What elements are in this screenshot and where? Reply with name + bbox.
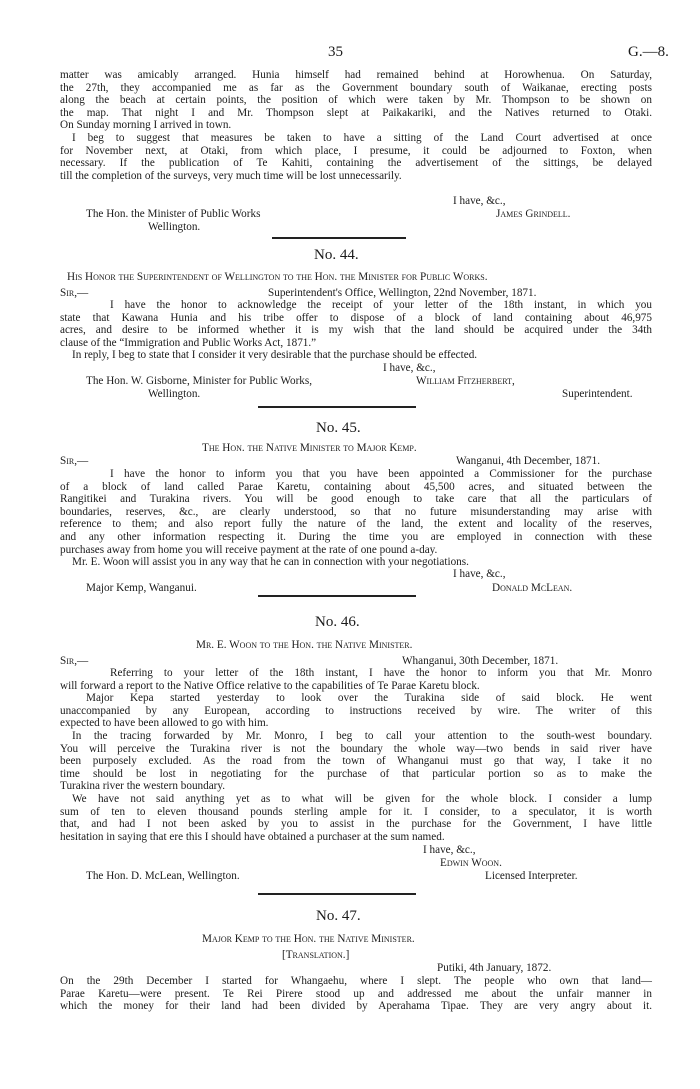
text-line: I beg to suggest that measures be taken to have a sitting of the Land Court advertised at once — [72, 132, 652, 144]
text-line: for November next, at Otaki, from which place, I presume, it could be adjourned to Foxton, when — [60, 144, 652, 157]
addressee: The Hon. D. McLean, Wellington. — [86, 870, 240, 882]
text-line: of a block of land called Parae Karetu, containing about 45,500 acres, and situated between the — [60, 480, 652, 493]
text-line: boundaries, reserves, &c., are clearly understood, so that no future misunderstanding may arise with — [60, 505, 652, 518]
text-line: reference to them; and also report fully the nature of the land, the extent and locality of the reserves, — [60, 518, 652, 531]
letter-heading: Mr. E. Woon to the Hon. the Native Minister. — [196, 639, 413, 651]
closing: I have, &c., — [383, 362, 436, 374]
dateline: Whanganui, 30th December, 1871. — [402, 655, 559, 667]
text-line: acres, and desire to be informed whether it is my wish that the land should be acquired under the 34th — [60, 324, 652, 337]
text-line: Rangitikei and Turakina rivers. You will be good enough to take care that all the particulars of — [60, 493, 652, 506]
text-line: time should be lost in negotiating for the purchase of that particular portion so as to make the — [60, 767, 652, 780]
page-number: 35 — [328, 44, 343, 60]
section-divider — [272, 237, 406, 239]
letter-heading: The Hon. the Native Minister to Major Kemp. — [202, 442, 417, 454]
text-line: On Sunday morning I arrived in town. — [60, 119, 232, 132]
letter-number: No. 44. — [314, 247, 359, 263]
text-line: till the completion of the surveys, very much time will be lost unnecessarily. — [60, 169, 402, 182]
text-line: matter was amicably arranged. Hunia himself had remained behind at Horowhenua. On Saturday, — [60, 69, 652, 81]
text-line: Major Kepa started yesterday to look over the Turakina side of said block. He went — [86, 692, 652, 705]
letter-heading: His Honor the Superintendent of Wellington to the Hon. the Minister for Public Works. — [67, 271, 488, 283]
text-line: and any other information respecting it. During the time you are employed in connection with these — [60, 530, 652, 543]
text-line: I have the honor to inform you that you have been appointed a Commissioner for the purchase — [110, 468, 652, 480]
letter-heading: Major Kemp to the Hon. the Native Minister. — [202, 933, 415, 945]
text-line: that, and had I not been asked by you to assist in the purchase for the Government, I have little — [60, 818, 652, 831]
translation-note: [Translation.] — [282, 949, 350, 961]
signature-title: Licensed Interpreter. — [485, 870, 578, 882]
text-line: Referring to your letter of the 18th instant, I have the honor to inform you that Mr. Monro — [110, 667, 652, 679]
dateline: Putiki, 4th January, 1872. — [437, 962, 552, 974]
section-divider — [258, 595, 416, 597]
text-line: state that Kawana Hunia and his tribe offer to dispose of a block of land containing about 46,975 — [60, 311, 652, 324]
signature-title: Superintendent. — [562, 388, 633, 400]
letter-body — [60, 299, 652, 362]
text-line: unaccompanied by any European, according to instructions received by wire. The writer of this — [60, 704, 652, 717]
text-line: sum of ten to eleven thousand pounds sterling ample for it. I consider, to a speculator, it is worth — [60, 805, 652, 818]
salutation: Sir,— — [60, 455, 89, 467]
text-line: In reply, I beg to state that I consider it very desirable that the purchase should be effected. — [72, 349, 478, 362]
letter-number: No. 47. — [316, 908, 361, 924]
text-line: We have not said anything yet as to what will be given for the whole block. I consider a lump — [72, 792, 652, 805]
letter-body — [60, 667, 652, 843]
signature: Donald McLean. — [492, 582, 573, 594]
text-line: Parae Karetu—were present. Te Rei Pirere stood up and addressed me about the unfair manner in — [60, 987, 652, 1000]
letter-number: No. 46. — [315, 614, 360, 630]
addressee-place: Wellington. — [148, 221, 201, 233]
dateline: Wanganui, 4th December, 1871. — [456, 455, 601, 467]
text-line: Mr. E. Woon will assist you in any way that he can in connection with your negotiations. — [72, 556, 469, 569]
closing: I have, &c., — [453, 195, 506, 207]
signature: William Fitzherbert, — [416, 375, 515, 387]
text-line: Turakina river the western boundary. — [60, 780, 226, 793]
section-divider — [258, 893, 416, 895]
text-line: will forward a report to the Native Office relative to the capabilities of Te Parae Karetu block. — [60, 679, 480, 692]
text-line: On the 29th December I started for Whangaehu, where I slept. The people who own that land— — [60, 975, 652, 987]
addressee: Major Kemp, Wanganui. — [86, 582, 197, 594]
text-line: clause of the “Immigration and Public Works Act, 1871.” — [60, 336, 317, 349]
signature: James Grindell. — [496, 208, 571, 220]
page-reference: G.—8. — [628, 44, 669, 60]
text-line: which the money for their land had been divided by Aperahama Tipae. They are very angry about it. — [60, 1000, 652, 1013]
text-line: along the beach at certain points, the position of which were taken by Mr. Thompson to be shown on — [60, 94, 652, 107]
salutation: Sir,— — [60, 655, 89, 667]
section-divider — [258, 406, 416, 408]
text-line: purchases away from home you will receive payment at the rate of one pound a-day. — [60, 543, 438, 556]
addressee: The Hon. W. Gisborne, Minister for Public Works, — [86, 375, 313, 387]
intro-paragraph-1 — [60, 69, 652, 132]
text-line: In the tracing forwarded by Mr. Monro, I beg to call your attention to the south-west boundary. — [72, 729, 652, 742]
text-line: You will perceive the Turakina river is not the boundary the whole way—two bends in said river have — [60, 742, 652, 755]
text-line: the map. That night I and Mr. Thompson slept at Paikakariki, and the Natives returned to Otaki. — [60, 106, 652, 119]
letter-number: No. 45. — [316, 420, 361, 436]
closing: I have, &c., — [423, 844, 476, 856]
letter-body — [60, 975, 652, 1013]
text-line: hesitation in saying that ere this I should have obtained a purchaser at the sum named. — [60, 830, 445, 843]
text-line: the 27th, they accompanied me as far as the Government boundary south of Waikanae, erecting posts — [60, 81, 652, 94]
text-line: necessary. If the publication of Te Kahiti, containing the advertisement of the sittings, be delayed — [60, 157, 652, 170]
text-line: been purposely excluded. As the road from the town of Whanganui must go that way, I take it no — [60, 755, 652, 768]
text-line: I have the honor to acknowledge the receipt of your letter of the 18th instant, in which you — [110, 299, 652, 311]
letter-body — [60, 468, 652, 569]
addressee-place: Wellington. — [148, 388, 201, 400]
dateline: Superintendent's Office, Wellington, 22nd November, 1871. — [268, 287, 537, 299]
closing: I have, &c., — [453, 568, 506, 580]
signature: Edwin Woon. — [440, 857, 502, 869]
salutation: Sir,— — [60, 287, 89, 299]
intro-paragraph-2 — [60, 132, 652, 182]
addressee: The Hon. the Minister of Public Works — [86, 208, 261, 220]
text-line: expected to have been allowed to go with him. — [60, 717, 269, 730]
